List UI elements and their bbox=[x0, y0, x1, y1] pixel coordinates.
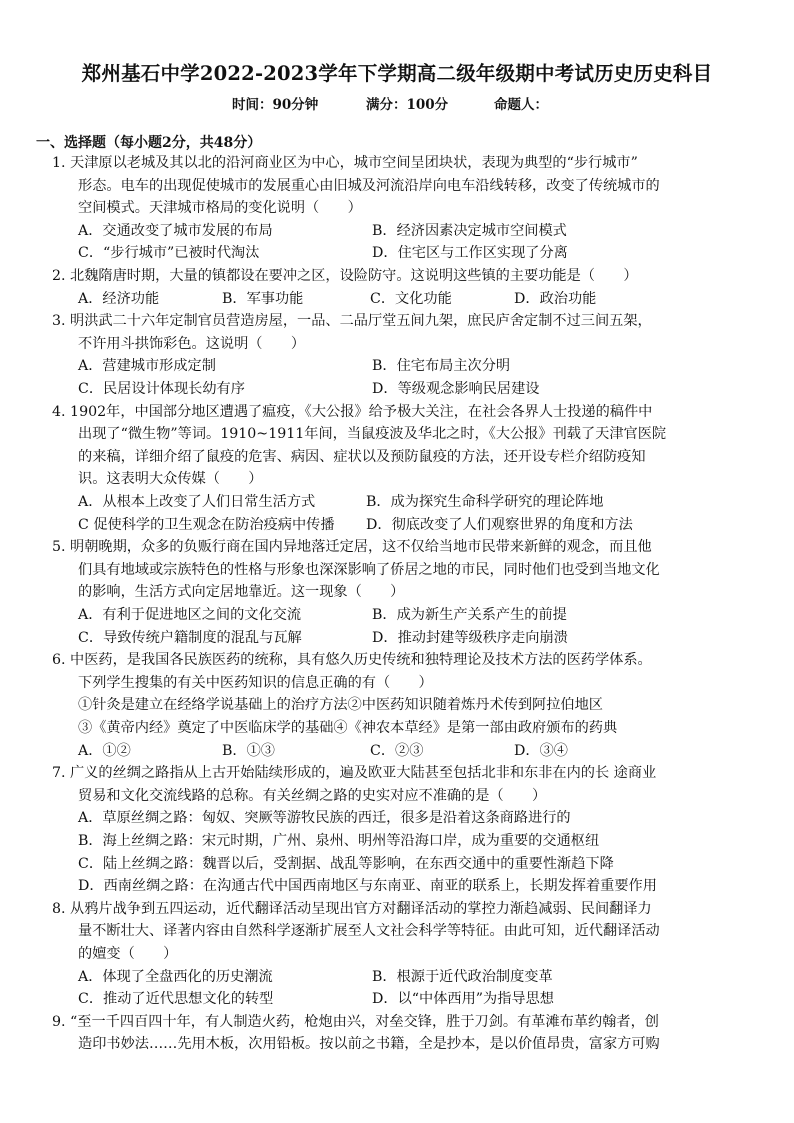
question-stem-line: 的嬗变（ ） bbox=[78, 946, 178, 962]
exam-title: 郑州基石中学2022-2023学年下学期高二级年级期中考试历史历史科目 bbox=[81, 62, 713, 85]
question-stem-line: 们具有地域或宗族特色的性格与形象也深深影响了侨居之地的市民，同时他们也受到当地文化 bbox=[78, 561, 660, 578]
exam-time: 时间：90分钟 bbox=[232, 97, 319, 113]
question-stem-line: 下列学生搜集的有关中医药知识的信息正确的有（ ） bbox=[78, 674, 433, 691]
question-stem-line: 不许用斗拱饰彩色。这说明（ ） bbox=[78, 335, 306, 352]
answer-option: C．“步行城市”已被时代淘汰 bbox=[78, 245, 260, 262]
question-stem: 7. 广义的丝绸之路指从上古开始陆续形成的，遍及欧亚大陆甚至包括北非和东非在内的长 途商业 bbox=[52, 765, 657, 782]
answer-option: B．根源于近代政治制度变革 bbox=[372, 968, 553, 985]
answer-option: C 促使科学的卫生观念在防治疫病中传播 bbox=[78, 516, 335, 533]
answer-option: D．政治功能 bbox=[514, 290, 597, 307]
answer-option: B．军事功能 bbox=[222, 290, 304, 307]
exam-author: 命题人： bbox=[494, 97, 548, 113]
answer-option: C．推动了近代思想文化的转型 bbox=[78, 991, 274, 1008]
question-stem-line: ③《黄帝内经》奠定了中医临床学的基础④《神农本草经》是第一部由政府颁布的药典 bbox=[78, 720, 618, 736]
answer-option: A．营建城市形成定制 bbox=[78, 358, 216, 375]
answer-option: B．①③ bbox=[222, 742, 275, 759]
question-stem-line: 量不断壮大、译著内容由自然科学逐渐扩展至人文社会科学等特征。由此可知，近代翻译活动 bbox=[78, 923, 660, 940]
section-heading: 一、选择题（每小题2分，共48分） bbox=[36, 135, 262, 151]
answer-option: C．文化功能 bbox=[370, 290, 452, 307]
question-stem-line: 识。这表明大众传媒（ ） bbox=[78, 471, 263, 488]
answer-option: C．导致传统户籍制度的混乱与瓦解 bbox=[78, 629, 302, 646]
answer-option: D．③④ bbox=[514, 742, 568, 759]
answer-option: B．海上丝绸之路：宋元时期，广州、泉州、明州等沿海口岸，成为重要的交通枢纽 bbox=[78, 833, 600, 849]
question-stem: 9. “至一千四百四十年，有人制造火药，枪炮由兴，对垒交锋，胜于刀剑。有革滩布革约翰者，创 bbox=[52, 1013, 659, 1030]
answer-option: D．住宅区与工作区实现了分离 bbox=[372, 245, 568, 262]
question-stem: 1. 天津原以老城及其以北的沿河商业区为中心，城市空间呈团块状，表现为典型的“步行城市” bbox=[52, 155, 638, 171]
question-stem-line: ①针灸是建立在经络学说基础上的治疗方法②中医药知识随着炼丹术传到阿拉伯地区 bbox=[78, 697, 603, 714]
question-stem: 4. 1902年，中国部分地区遭遇了瘟疫，《大公报》给予极大关注，在社会各界人士投递的稿件中 bbox=[52, 403, 653, 420]
question-stem: 2. 北魏隋唐时期，大量的镇都设在要冲之区，设险防守。这说明这些镇的主要功能是（ ） bbox=[52, 268, 638, 284]
answer-option: C．②③ bbox=[370, 742, 424, 759]
answer-option: D．彻底改变了人们观察世界的角度和方法 bbox=[366, 516, 633, 533]
question-stem-line: 贸易和文化交流线路的总称。有关丝绸之路的史实对应不准确的是（ ） bbox=[78, 787, 547, 804]
question-stem-line: 形态。电车的出现促使城市的发展重心由旧城及河流沿岸向电车沿线转移，改变了传统城市的 bbox=[78, 177, 660, 194]
answer-option: D．等级观念影响民居建设 bbox=[372, 381, 540, 397]
question-stem: 3. 明洪武二十六年定制官员营造房屋，一品、二品厅堂五间九架，庶民庐舍定制不过三间五架， bbox=[52, 313, 652, 330]
question-stem-line: 造印书妙法……先用木板，次用铅板。按以前之书籍，全是抄本，是以价值昂贵，富家方可购 bbox=[78, 1036, 660, 1053]
answer-option: B．住宅布局主次分明 bbox=[372, 358, 511, 375]
question-stem-line: 的来稿，详细介绍了鼠疫的危害、病因、症状以及预防鼠疫的方法，还开设专栏介绍防疫知 bbox=[78, 448, 646, 465]
question-stem: 8. 从鸦片战争到五四运动，近代翻译活动呈现出官方对翻译活动的掌控力渐趋减弱、民间翻译力 bbox=[52, 900, 652, 917]
answer-option: C．陆上丝绸之路：魏晋以后，受割据、战乱等影响，在东西交通中的重要性渐趋下降 bbox=[78, 855, 614, 872]
answer-option: A．从根本上改变了人们日常生活方式 bbox=[78, 494, 316, 510]
question-stem: 6. 中医药，是我国各民族医药的统称，具有悠久历史传统和独特理论及技术方法的医药学体系。 bbox=[52, 652, 652, 669]
question-stem-line: 空间模式。天津城市格局的变化说明（ ） bbox=[78, 200, 362, 217]
answer-option: A．经济功能 bbox=[78, 290, 160, 307]
question-stem-line: 的影响，生活方式向定居地靠近。这一现象（ ） bbox=[78, 584, 405, 601]
answer-option: B．成为新生产关系产生的前提 bbox=[372, 607, 567, 623]
answer-option: B．经济因素决定城市空间模式 bbox=[372, 222, 567, 239]
answer-option: A．草原丝绸之路：匈奴、突厥等游牧民族的西迁，很多是沿着这条商路进行的 bbox=[78, 810, 571, 827]
answer-option: C．民居设计体现长幼有序 bbox=[78, 381, 245, 397]
answer-option: A．有利于促进地区之间的文化交流 bbox=[78, 607, 302, 623]
answer-option: D．以“中体西用”为指导思想 bbox=[372, 991, 554, 1008]
answer-option: A．①② bbox=[78, 742, 131, 759]
answer-option: B．成为探究生命科学研究的理论阵地 bbox=[366, 494, 604, 510]
question-stem: 5. 明朝晚期，众多的负贩行商在国内异地落迁定居，这不仅给当地市民带来新鲜的观念，而且他 bbox=[52, 539, 652, 556]
answer-option: D．西南丝绸之路：在沟通古代中国西南地区与东南亚、南亚的联系上，长期发挥着重要作用 bbox=[78, 878, 657, 895]
question-stem-line: 出现了“微生物”等词。1910~1911年间，当鼠疫波及华北之时，《大公报》刊载了天津官医院 bbox=[78, 426, 667, 443]
answer-option: D．推动封建等级秩序走向崩溃 bbox=[372, 629, 568, 646]
answer-option: A．体现了全盘西化的历史潮流 bbox=[78, 968, 273, 985]
answer-option: A．交通改变了城市发展的布局 bbox=[78, 222, 273, 239]
exam-score: 满分：100分 bbox=[366, 97, 449, 113]
